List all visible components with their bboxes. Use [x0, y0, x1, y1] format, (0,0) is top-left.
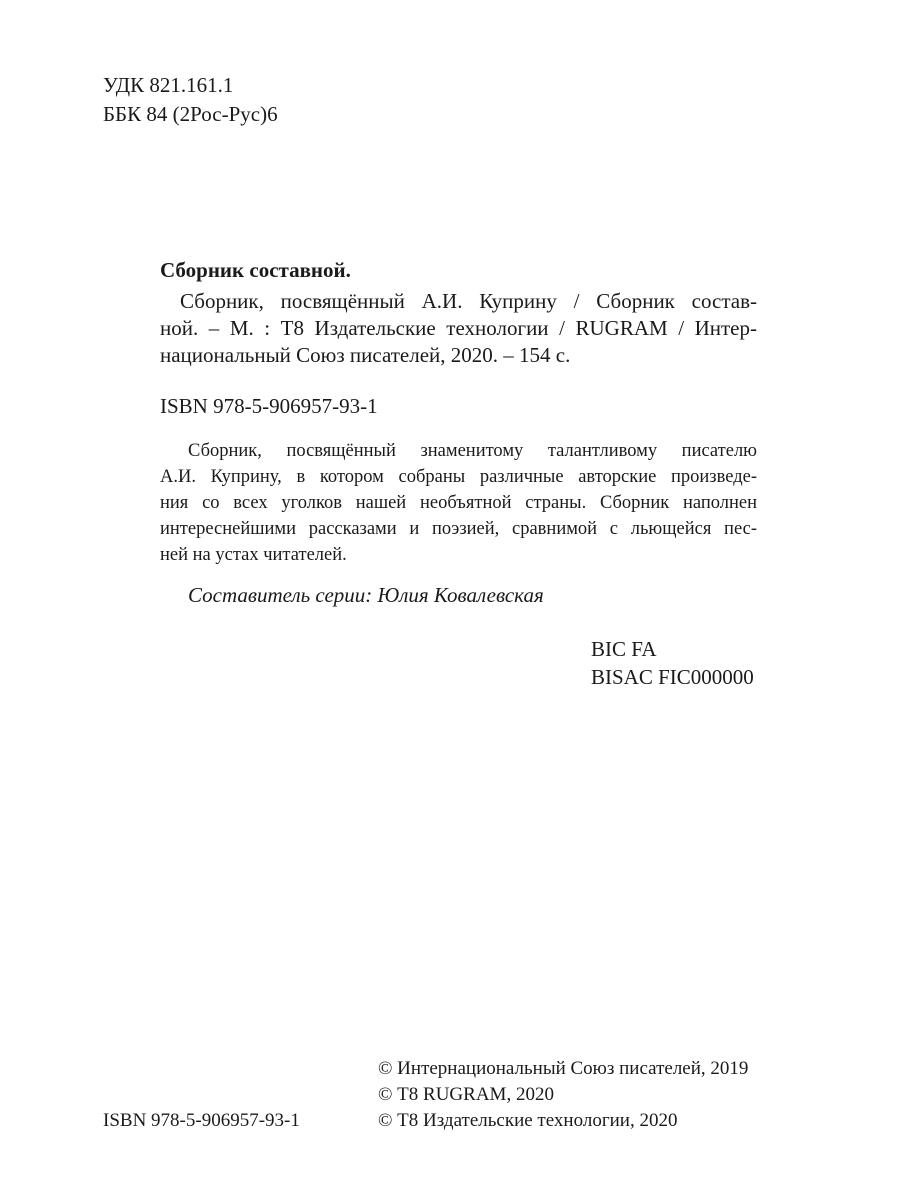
copyright-line-3: © Т8 Издательские технологии, 2020	[378, 1110, 678, 1131]
isbn: ISBN 978-5-906957-93-1	[160, 394, 378, 418]
bibliographic-line-2: ной. – М. : Т8 Издательские технологии / RUGRAM / Интер-	[160, 316, 757, 340]
annotation-line-2: А.И. Куприну, в котором собраны различные авторские произведе-	[160, 467, 757, 487]
annotation-line-5: ней на устах читателей.	[160, 545, 347, 565]
bic-code: BIC FA	[591, 637, 657, 661]
annotation-line-3: ния со всех уголков нашей необъятной страны. Сборник наполнен	[160, 493, 757, 513]
copyright-line-2: © Т8 RUGRAM, 2020	[378, 1084, 554, 1105]
isbn-bottom: ISBN 978-5-906957-93-1	[103, 1110, 300, 1131]
annotation-line-4: интереснейшими рассказами и поэзией, сравнимой с льющейся пес-	[160, 519, 757, 539]
copyright-line-1: © Интернациональный Союз писателей, 2019	[378, 1058, 749, 1079]
bibliographic-line-1: Сборник, посвящённый А.И. Куприну / Сборник состав-	[180, 289, 757, 313]
book-title: Сборник составной.	[160, 258, 351, 282]
annotation-line-1: Сборник, посвящённый знаменитому талантливому писателю	[188, 441, 757, 461]
series-compiler: Составитель серии: Юлия Ковалевская	[188, 583, 544, 607]
bibliographic-line-3: национальный Союз писателей, 2020. – 154 с.	[160, 343, 571, 367]
udk-code: УДК 821.161.1	[103, 73, 234, 97]
bbk-code: ББК 84 (2Рос-Рус)6	[103, 102, 278, 126]
bisac-code: BISAC FIC000000	[591, 665, 754, 689]
